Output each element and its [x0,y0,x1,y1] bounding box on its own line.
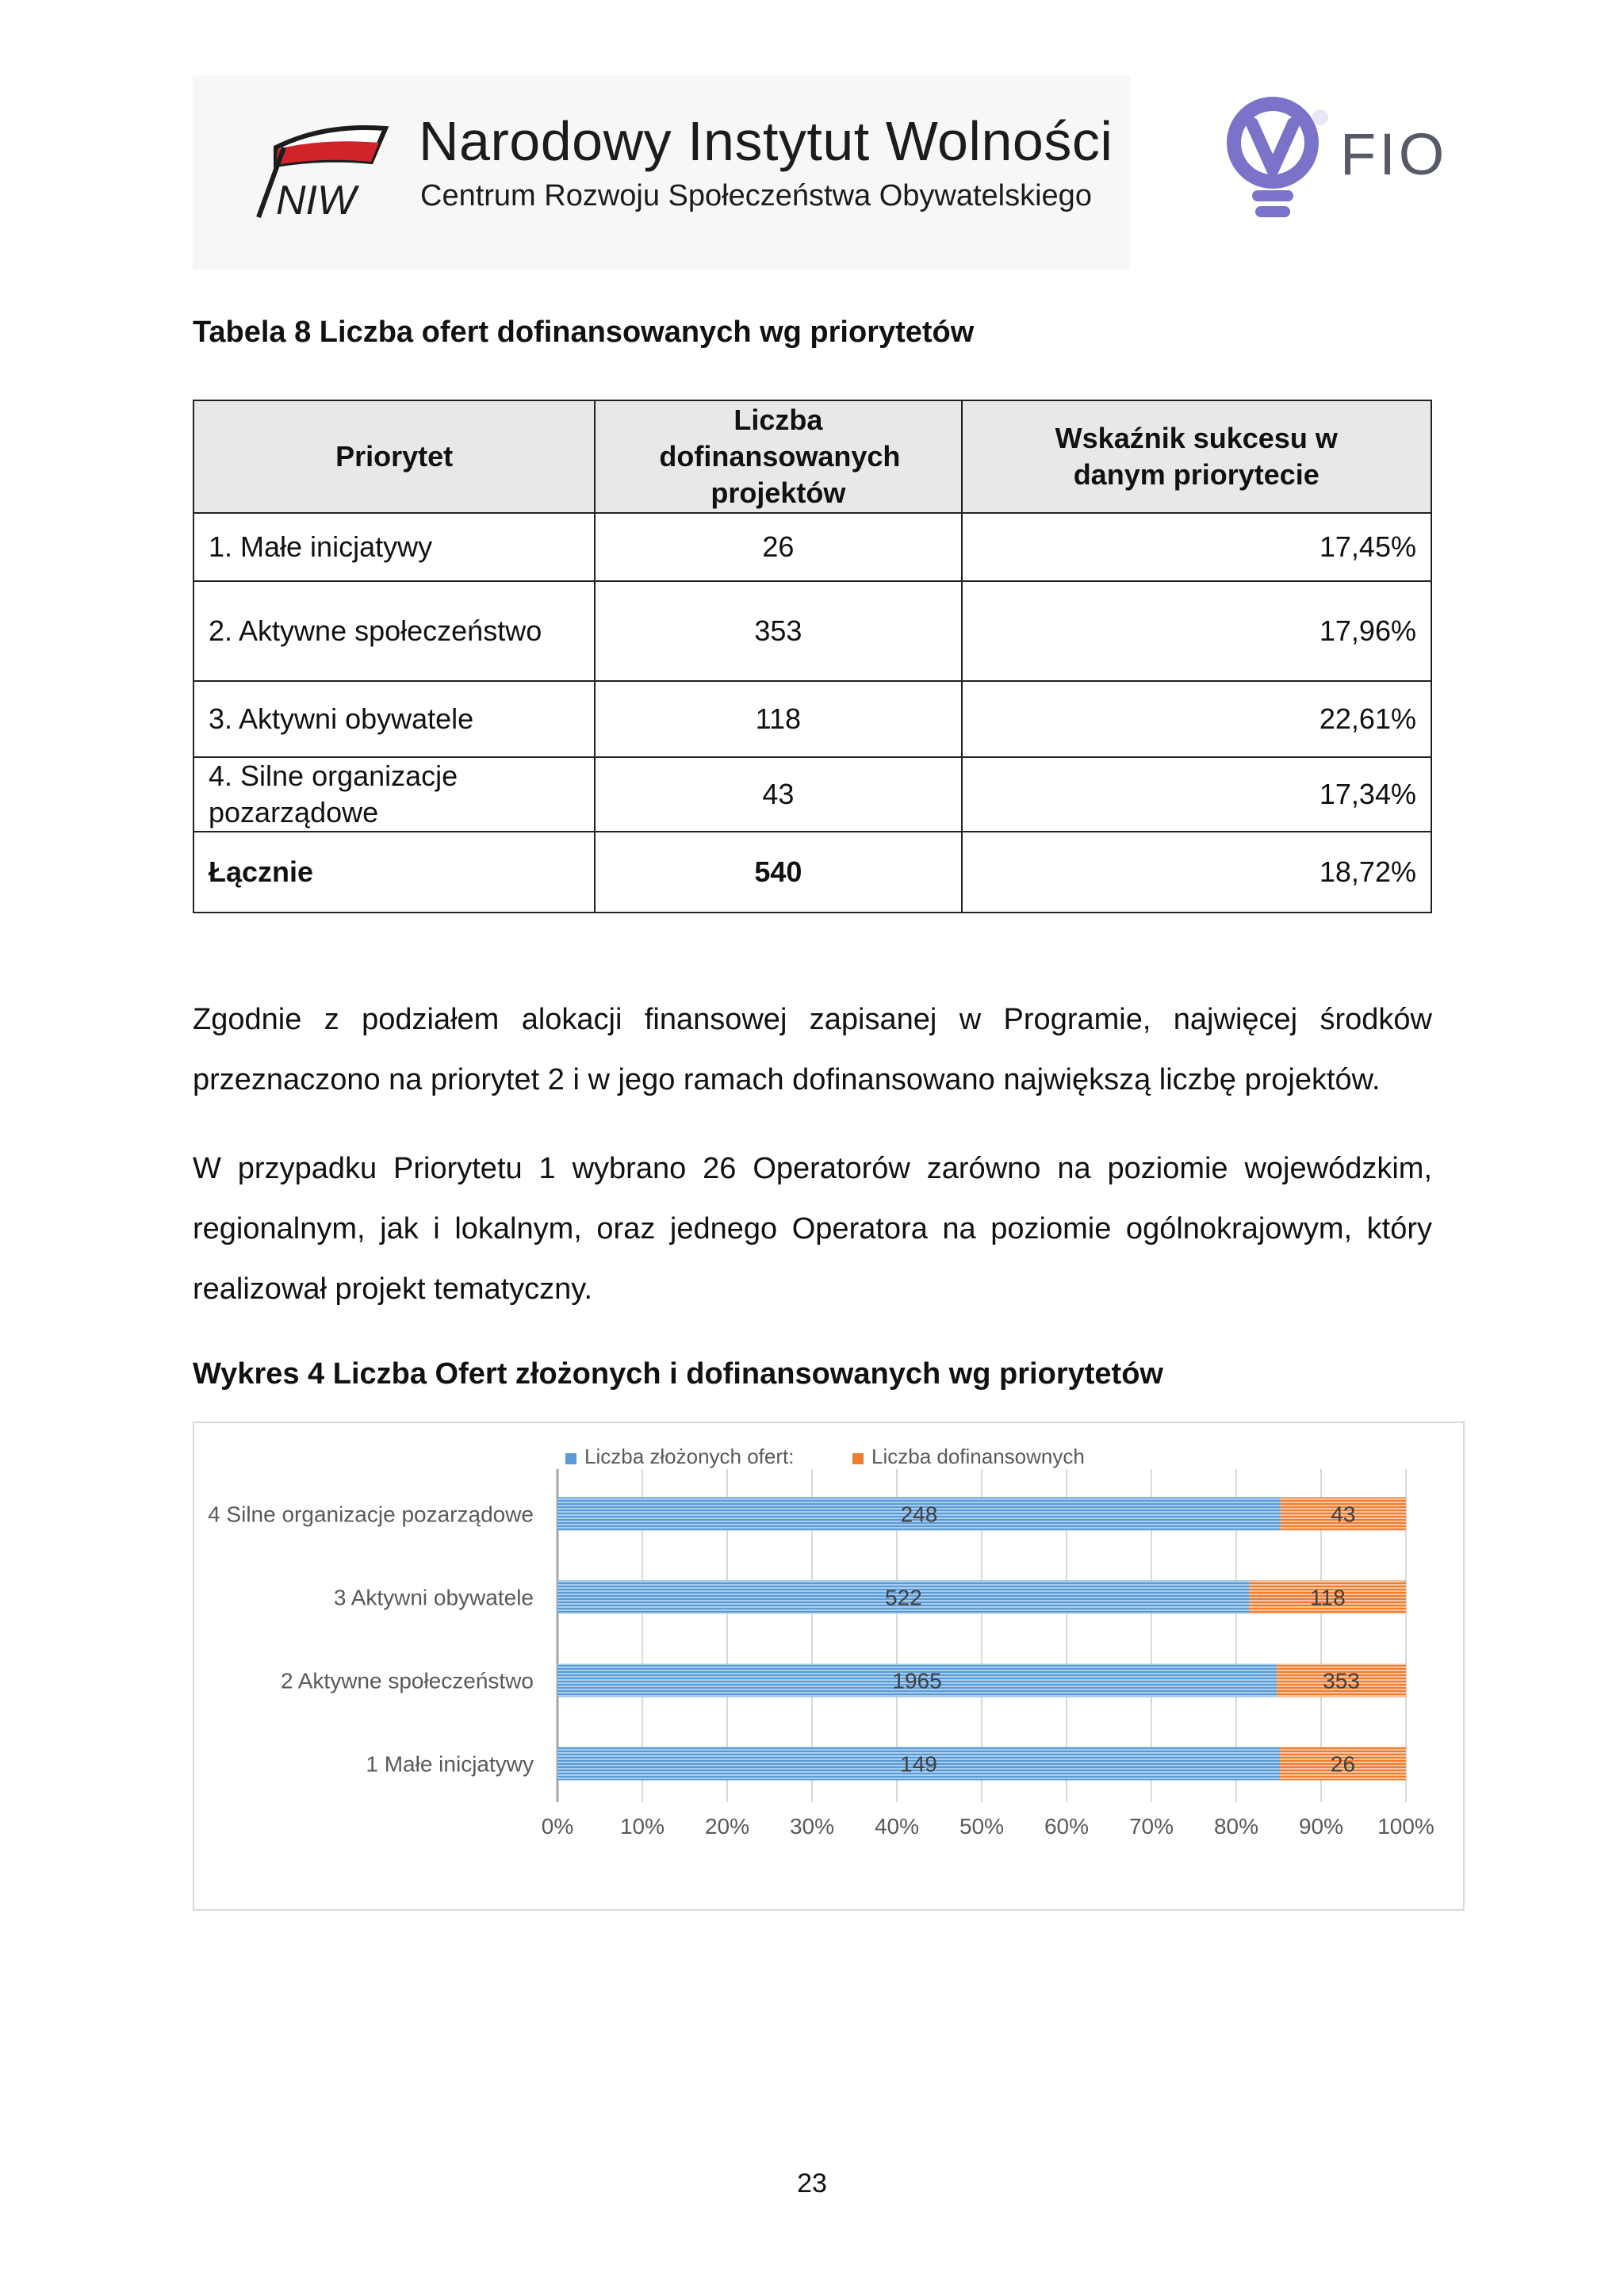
header-liczba-text: Liczba dofinansowanych projektów [659,404,901,509]
legend-swatch-funded [852,1453,864,1464]
stacked-bar-chart [193,1422,1465,1911]
cell-count: 43 [595,757,961,832]
data-label-funded: 26 [1330,1751,1356,1777]
paragraph-priority-1: W przypadku Priorytetu 1 wybrano 26 Operatorów zarówno na poziomie wojewódzkim, regionalnym, jak i lokalnym, oraz jednego Operatora na poziomie ogólnokrajowym, który realizował projekt tematyczny. [193,1152,1432,1306]
institute-subtitle: Centrum Rozwoju Społeczeństwa Obywatelskiego [420,179,1092,212]
table-header-row [193,400,1431,513]
cell-count: 353 [595,581,961,681]
table-row [193,757,1431,832]
legend-label-submitted: Liczba złożonych ofert: [584,1445,795,1468]
cell-total-count: 540 [595,832,961,913]
x-tick-label: 0% [541,1814,574,1839]
table-caption: Tabela 8 Liczba ofert dofinansowanych wg priorytetów [193,316,975,349]
x-tick-label: 10% [619,1814,665,1839]
cell-priority-text: 4. Silne organizacje pozarządowe [209,760,458,828]
data-label-submitted: 149 [900,1751,937,1777]
category-label: 1 Małe inicjatywy [366,1751,534,1777]
header-priorytet: Priorytet [193,400,595,513]
header-liczba [595,400,961,513]
x-tick-label: 70% [1128,1814,1174,1839]
cell-total-rate: 18,72% [962,832,1431,913]
chart-category-labels [208,1502,534,1777]
x-tick-label: 60% [1044,1814,1090,1839]
x-tick-label: 90% [1298,1814,1344,1839]
institute-name: Narodowy Instytut Wolności [419,110,1113,172]
legend-label-funded: Liczba dofinansownych [871,1445,1085,1468]
niw-logo-text: NIW [276,178,357,219]
cell-priority [193,757,595,832]
page-number: 23 [797,2168,827,2198]
legend-swatch-submitted [565,1453,576,1464]
cell-count: 118 [595,681,961,757]
x-tick-label: 100% [1377,1814,1434,1839]
x-tick-label: 30% [789,1814,835,1839]
header-wskaznik [962,400,1431,513]
cell-rate: 17,96% [962,581,1431,681]
cell-priority: 3. Aktywni obywatele [193,681,595,757]
data-label-submitted: 248 [900,1502,938,1527]
table-row [193,513,1431,581]
category-label: 3 Aktywni obywatele [333,1585,534,1610]
data-label-funded: 43 [1331,1502,1356,1527]
table-row [193,581,1431,681]
data-label-funded: 118 [1310,1585,1346,1610]
category-label: 4 Silne organizacje pozarządowe [208,1502,534,1527]
category-label: 2 Aktywne społeczeństwo [280,1668,534,1693]
paragraph-allocation: Zgodnie z podziałem alokacji finansowej zapisanej w Programie, najwięcej środków przeznaczono na priorytet 2 i w jego ramach dofinansowano największą liczbę projektów. [193,1003,1432,1096]
niw-logo [252,116,391,219]
x-tick-label: 20% [704,1814,750,1839]
cell-count: 26 [595,513,961,581]
data-label-funded: 353 [1323,1668,1360,1693]
data-label-submitted: 1965 [892,1668,942,1693]
cell-rate: 17,45% [962,513,1431,581]
chart-legend [565,1445,1085,1468]
table-total-row [193,832,1431,913]
cell-priority: 1. Małe inicjatywy [193,513,595,581]
fio-logo-text: FIO [1340,121,1448,187]
cell-rate: 22,61% [962,681,1431,757]
cell-priority: 2. Aktywne społeczeństwo [193,581,595,681]
x-tick-label: 50% [959,1814,1005,1839]
chart-caption: Wykres 4 Liczba Ofert złożonych i dofinansowanych wg priorytetów [193,1357,1163,1391]
cell-total-label: Łącznie [193,832,595,913]
cell-rate: 17,34% [962,757,1431,832]
header-wskaznik-text: Wskaźnik sukcesu w danym priorytecie [1055,422,1338,491]
chart-tick-labels [542,1814,1434,1839]
priority-table [193,400,1432,913]
data-label-submitted: 522 [885,1585,922,1610]
table-row [193,681,1431,757]
x-tick-label: 80% [1213,1814,1259,1839]
x-tick-label: 40% [874,1814,920,1839]
